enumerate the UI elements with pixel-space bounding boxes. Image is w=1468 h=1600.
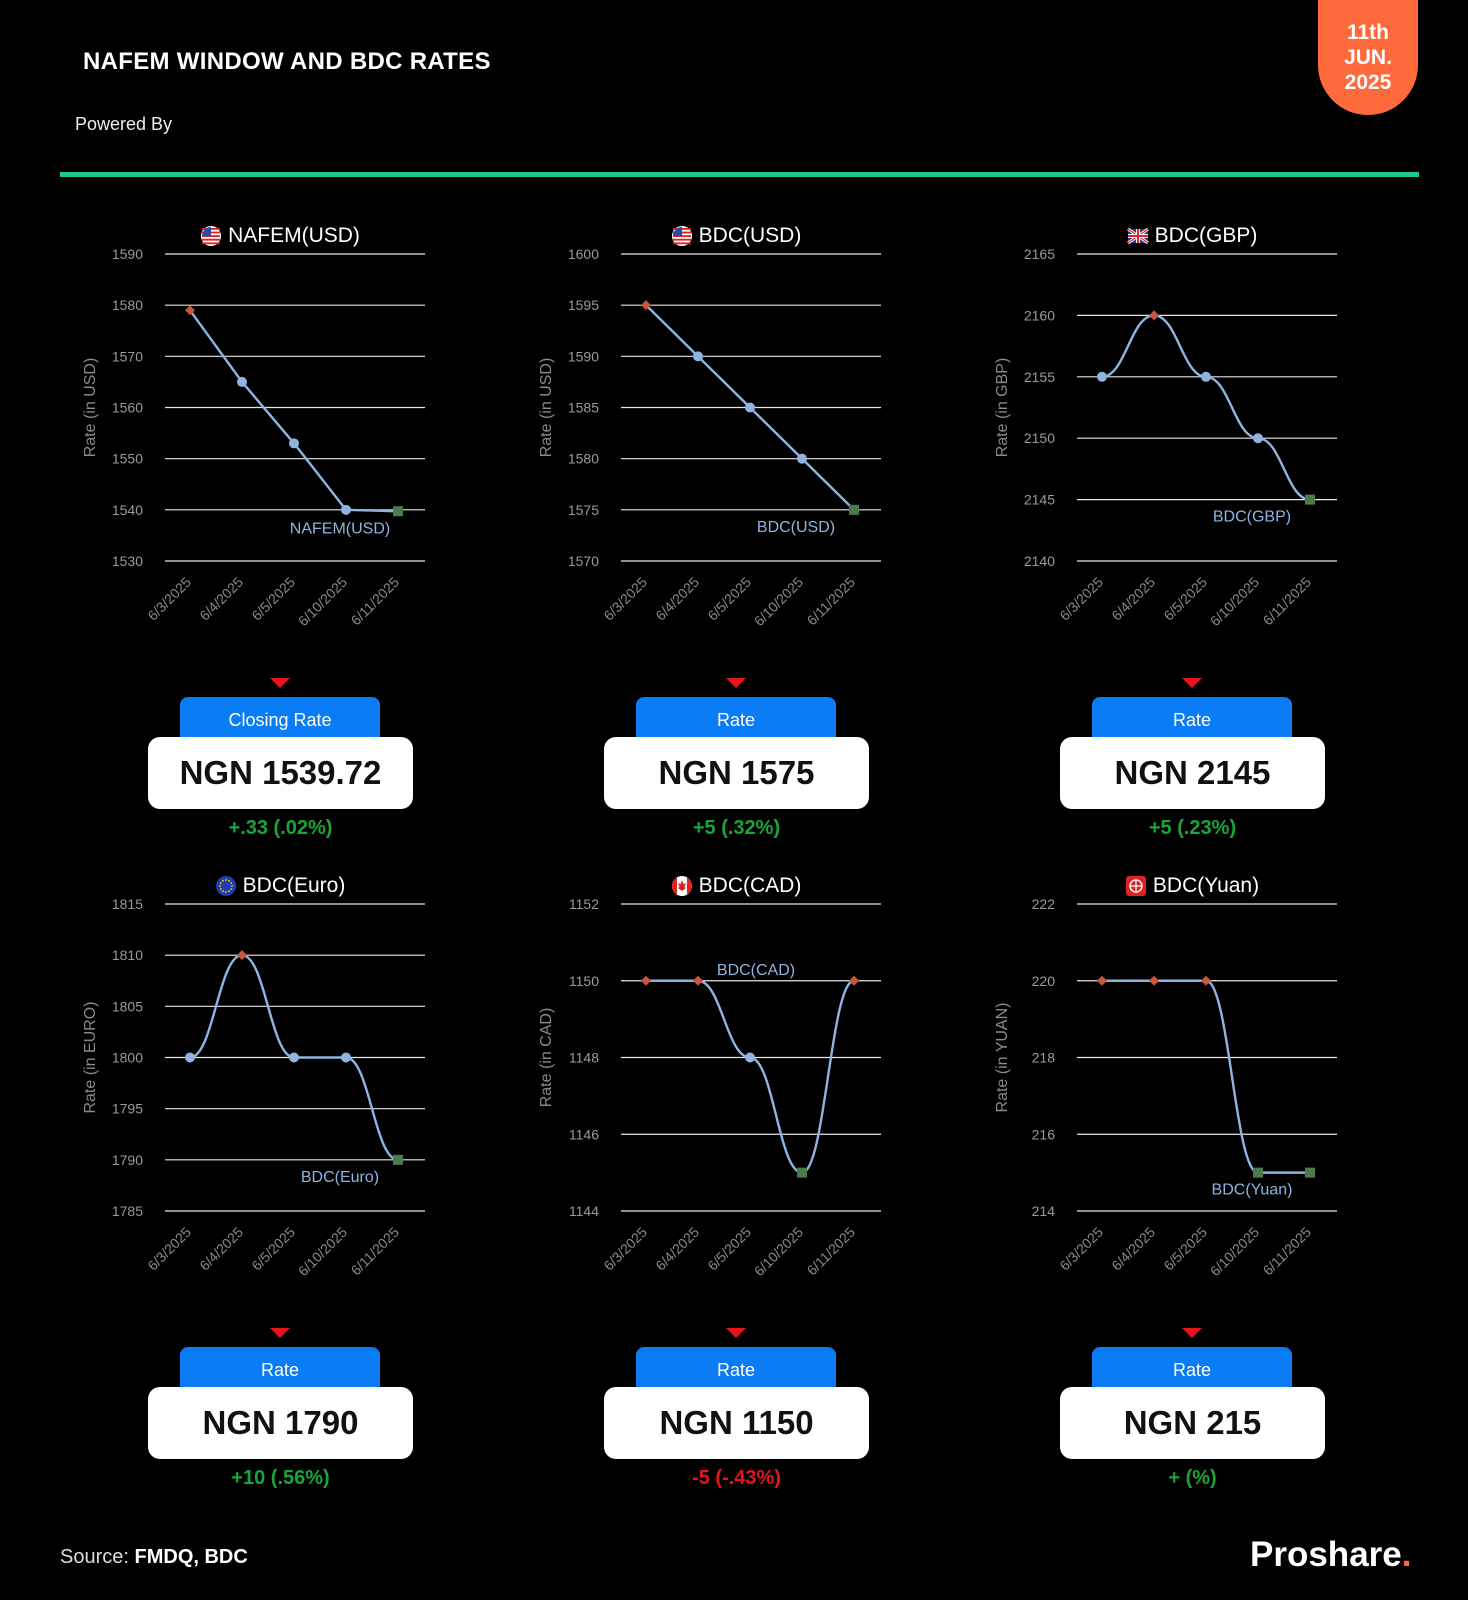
- chart-panel: [60, 200, 500, 850]
- x-tick-label: 6/3/2025: [144, 1223, 195, 1274]
- x-tick-label: 6/4/2025: [652, 573, 703, 624]
- data-point: [1149, 976, 1159, 986]
- data-point: [237, 950, 247, 960]
- x-tick-label: 6/5/2025: [704, 573, 755, 624]
- y-tick-label: 1595: [567, 297, 599, 314]
- x-tick-label: 6/11/2025: [347, 573, 403, 629]
- y-tick-label: 1540: [111, 501, 143, 518]
- y-axis-label: Rate (in USD): [538, 357, 555, 458]
- data-point: [341, 505, 351, 515]
- date-day: 11th: [1346, 21, 1390, 44]
- x-tick-label: 6/4/2025: [196, 573, 247, 624]
- date-badge: [1318, 0, 1418, 115]
- data-point: [1305, 495, 1315, 505]
- data-point: [185, 1053, 195, 1063]
- y-tick-label: 1810: [111, 947, 143, 964]
- x-tick-label: 6/11/2025: [1259, 1223, 1315, 1279]
- rate-change: -5 (-.43%): [692, 1467, 781, 1489]
- x-tick-label: 6/11/2025: [803, 573, 859, 629]
- rate-label: Rate: [180, 1347, 380, 1393]
- rate-label: Rate: [636, 697, 836, 743]
- y-tick-label: 2155: [1023, 368, 1055, 385]
- y-tick-label: 1150: [568, 972, 599, 989]
- rate-change: +10 (.56%): [231, 1467, 330, 1489]
- source-value: FMDQ, BDC: [134, 1546, 248, 1568]
- rate-change: +5 (.23%): [1148, 817, 1237, 839]
- chart-panel: [972, 850, 1412, 1500]
- y-tick-label: 2150: [1023, 430, 1055, 447]
- data-point: [1097, 372, 1107, 382]
- line-chart: [60, 850, 500, 1320]
- x-tick-label: 6/5/2025: [248, 1223, 299, 1274]
- y-tick-label: 1570: [567, 553, 599, 569]
- data-point: [341, 1053, 351, 1063]
- series-line: [190, 310, 398, 511]
- x-tick-label: 6/3/2025: [600, 1223, 651, 1274]
- chart-title-text: BDC(Euro): [242, 874, 346, 897]
- chart-panel: [60, 850, 500, 1500]
- data-point: [1149, 310, 1159, 320]
- data-point: [849, 505, 859, 515]
- proshare-logo: [1250, 1535, 1411, 1575]
- data-point: [745, 403, 755, 413]
- y-tick-label: 216: [1031, 1126, 1055, 1143]
- y-tick-label: 1575: [567, 501, 599, 518]
- rate-value: NGN 2145: [1060, 737, 1325, 809]
- down-arrow-icon: [270, 678, 290, 688]
- y-tick-label: 1530: [111, 553, 143, 569]
- data-point: [1097, 976, 1107, 986]
- rate-value: NGN 1539.72: [148, 737, 413, 809]
- x-tick-label: 6/3/2025: [600, 573, 651, 624]
- down-arrow-icon: [726, 1328, 746, 1338]
- rate-label: Rate: [1092, 697, 1292, 743]
- chart-panel: [516, 200, 956, 850]
- data-point: [393, 1155, 403, 1165]
- series-line: [1102, 315, 1310, 499]
- series-line: [646, 981, 854, 1173]
- x-tick-label: 6/5/2025: [1160, 1223, 1211, 1274]
- x-tick-label: 6/5/2025: [1160, 573, 1211, 624]
- y-tick-label: 1580: [567, 450, 599, 467]
- y-tick-label: 1785: [111, 1203, 143, 1219]
- y-axis-label: Rate (in CAD): [538, 1007, 555, 1108]
- series-label: BDC(GBP): [1212, 508, 1292, 526]
- x-tick-label: 6/3/2025: [144, 573, 195, 624]
- powered-by-text: Powered By: [75, 114, 173, 134]
- logo-text: Proshare: [1250, 1535, 1402, 1574]
- y-tick-label: 1560: [111, 399, 143, 416]
- header-divider: [60, 172, 1419, 177]
- y-tick-label: 1580: [111, 297, 143, 314]
- y-tick-label: 214: [1031, 1203, 1055, 1219]
- y-tick-label: 1790: [111, 1151, 143, 1168]
- x-tick-label: 6/4/2025: [652, 1223, 703, 1274]
- rate-value: NGN 1790: [148, 1387, 413, 1459]
- y-axis-label: Rate (in EURO): [82, 1001, 99, 1114]
- source-label: Source:: [60, 1546, 129, 1568]
- rate-value: NGN 215: [1060, 1387, 1325, 1459]
- data-point: [693, 351, 703, 361]
- data-point: [1253, 1168, 1263, 1178]
- data-point: [393, 506, 403, 516]
- y-tick-label: 222: [1031, 896, 1055, 912]
- y-tick-label: 2145: [1023, 491, 1055, 508]
- data-point: [289, 438, 299, 448]
- chart-title-text: BDC(USD): [698, 224, 802, 247]
- series-label: BDC(USD): [756, 518, 836, 536]
- data-point: [745, 1053, 755, 1063]
- data-point: [797, 1168, 807, 1178]
- down-arrow-icon: [270, 1328, 290, 1338]
- series-label: BDC(Euro): [300, 1168, 380, 1186]
- x-tick-label: 6/10/2025: [1206, 1223, 1263, 1280]
- x-tick-label: 6/10/2025: [750, 1223, 807, 1280]
- y-axis-label: Rate (in USD): [82, 357, 99, 458]
- x-tick-label: 6/11/2025: [1259, 573, 1315, 629]
- x-tick-label: 6/10/2025: [294, 573, 351, 630]
- x-tick-label: 6/5/2025: [704, 1223, 755, 1274]
- y-tick-label: 1590: [567, 348, 599, 365]
- rate-value: NGN 1150: [604, 1387, 869, 1459]
- series-label: BDC(Yuan): [1211, 1181, 1293, 1199]
- down-arrow-icon: [1182, 678, 1202, 688]
- date-month: JUN.: [1344, 46, 1392, 69]
- y-tick-label: 1550: [111, 450, 143, 467]
- y-tick-label: 218: [1031, 1049, 1055, 1066]
- x-tick-label: 6/4/2025: [1108, 573, 1159, 624]
- x-tick-label: 6/10/2025: [1206, 573, 1263, 630]
- y-tick-label: 1590: [111, 246, 143, 262]
- data-point: [849, 976, 859, 986]
- x-tick-label: 6/4/2025: [196, 1223, 247, 1274]
- date-year: 2025: [1344, 71, 1392, 94]
- line-chart: [972, 200, 1412, 670]
- y-tick-label: 1144: [568, 1203, 599, 1219]
- y-tick-label: 1152: [568, 896, 599, 912]
- y-axis-label: Rate (in GBP): [994, 357, 1011, 458]
- chart-title-text: BDC(GBP): [1154, 224, 1258, 247]
- rate-change: +.33 (.02%): [228, 817, 333, 839]
- data-point: [797, 454, 807, 464]
- x-tick-label: 6/10/2025: [294, 1223, 351, 1280]
- x-tick-label: 6/3/2025: [1056, 573, 1107, 624]
- y-tick-label: 1600: [567, 246, 599, 262]
- chart-panel: [972, 200, 1412, 850]
- rate-value: NGN 1575: [604, 737, 869, 809]
- rate-change: + (%): [1168, 1467, 1217, 1489]
- data-point: [289, 1053, 299, 1063]
- chart-panel: [516, 850, 956, 1500]
- y-tick-label: 1815: [111, 896, 143, 912]
- series-label: BDC(CAD): [716, 961, 796, 979]
- x-tick-label: 6/5/2025: [248, 573, 299, 624]
- y-tick-label: 1570: [111, 348, 143, 365]
- y-tick-label: 1146: [568, 1126, 599, 1143]
- x-tick-label: 6/3/2025: [1056, 1223, 1107, 1274]
- down-arrow-icon: [726, 678, 746, 688]
- rate-label: Closing Rate: [180, 697, 380, 743]
- data-point: [1201, 976, 1211, 986]
- data-point: [1201, 372, 1211, 382]
- data-point: [693, 976, 703, 986]
- line-chart: [516, 200, 956, 670]
- data-point: [1305, 1168, 1315, 1178]
- y-tick-label: 1800: [111, 1049, 143, 1066]
- chart-title-text: NAFEM(USD): [228, 224, 360, 247]
- data-point: [641, 976, 651, 986]
- chart-title-text: BDC(Yuan): [1152, 874, 1260, 897]
- x-tick-label: 6/11/2025: [347, 1223, 403, 1279]
- y-tick-label: 220: [1031, 972, 1055, 989]
- y-tick-label: 2160: [1023, 307, 1055, 324]
- x-tick-label: 6/4/2025: [1108, 1223, 1159, 1274]
- rate-label: Rate: [636, 1347, 836, 1393]
- logo-dot: .: [1401, 1535, 1412, 1574]
- data-point: [237, 377, 247, 387]
- line-chart: [972, 850, 1412, 1320]
- y-tick-label: 2165: [1023, 246, 1055, 262]
- y-tick-label: 1585: [567, 399, 599, 416]
- chart-title-text: BDC(CAD): [698, 874, 802, 897]
- source-line: [60, 1546, 248, 1569]
- rate-label: Rate: [1092, 1347, 1292, 1393]
- series-line: [1102, 981, 1310, 1173]
- x-tick-label: 6/10/2025: [750, 573, 807, 630]
- line-chart: [516, 850, 956, 1320]
- data-point: [1253, 433, 1263, 443]
- y-tick-label: 2140: [1023, 553, 1055, 569]
- rate-change: +5 (.32%): [692, 817, 781, 839]
- x-tick-label: 6/11/2025: [803, 1223, 859, 1279]
- y-tick-label: 1148: [568, 1049, 599, 1066]
- line-chart: [60, 200, 500, 670]
- y-tick-label: 1795: [111, 1100, 143, 1117]
- down-arrow-icon: [1182, 1328, 1202, 1338]
- y-axis-label: Rate (in YUAN): [994, 1002, 1011, 1113]
- page-title: NAFEM WINDOW AND BDC RATES: [83, 48, 491, 75]
- y-tick-label: 1805: [111, 998, 143, 1015]
- series-label: NAFEM(USD): [289, 520, 391, 538]
